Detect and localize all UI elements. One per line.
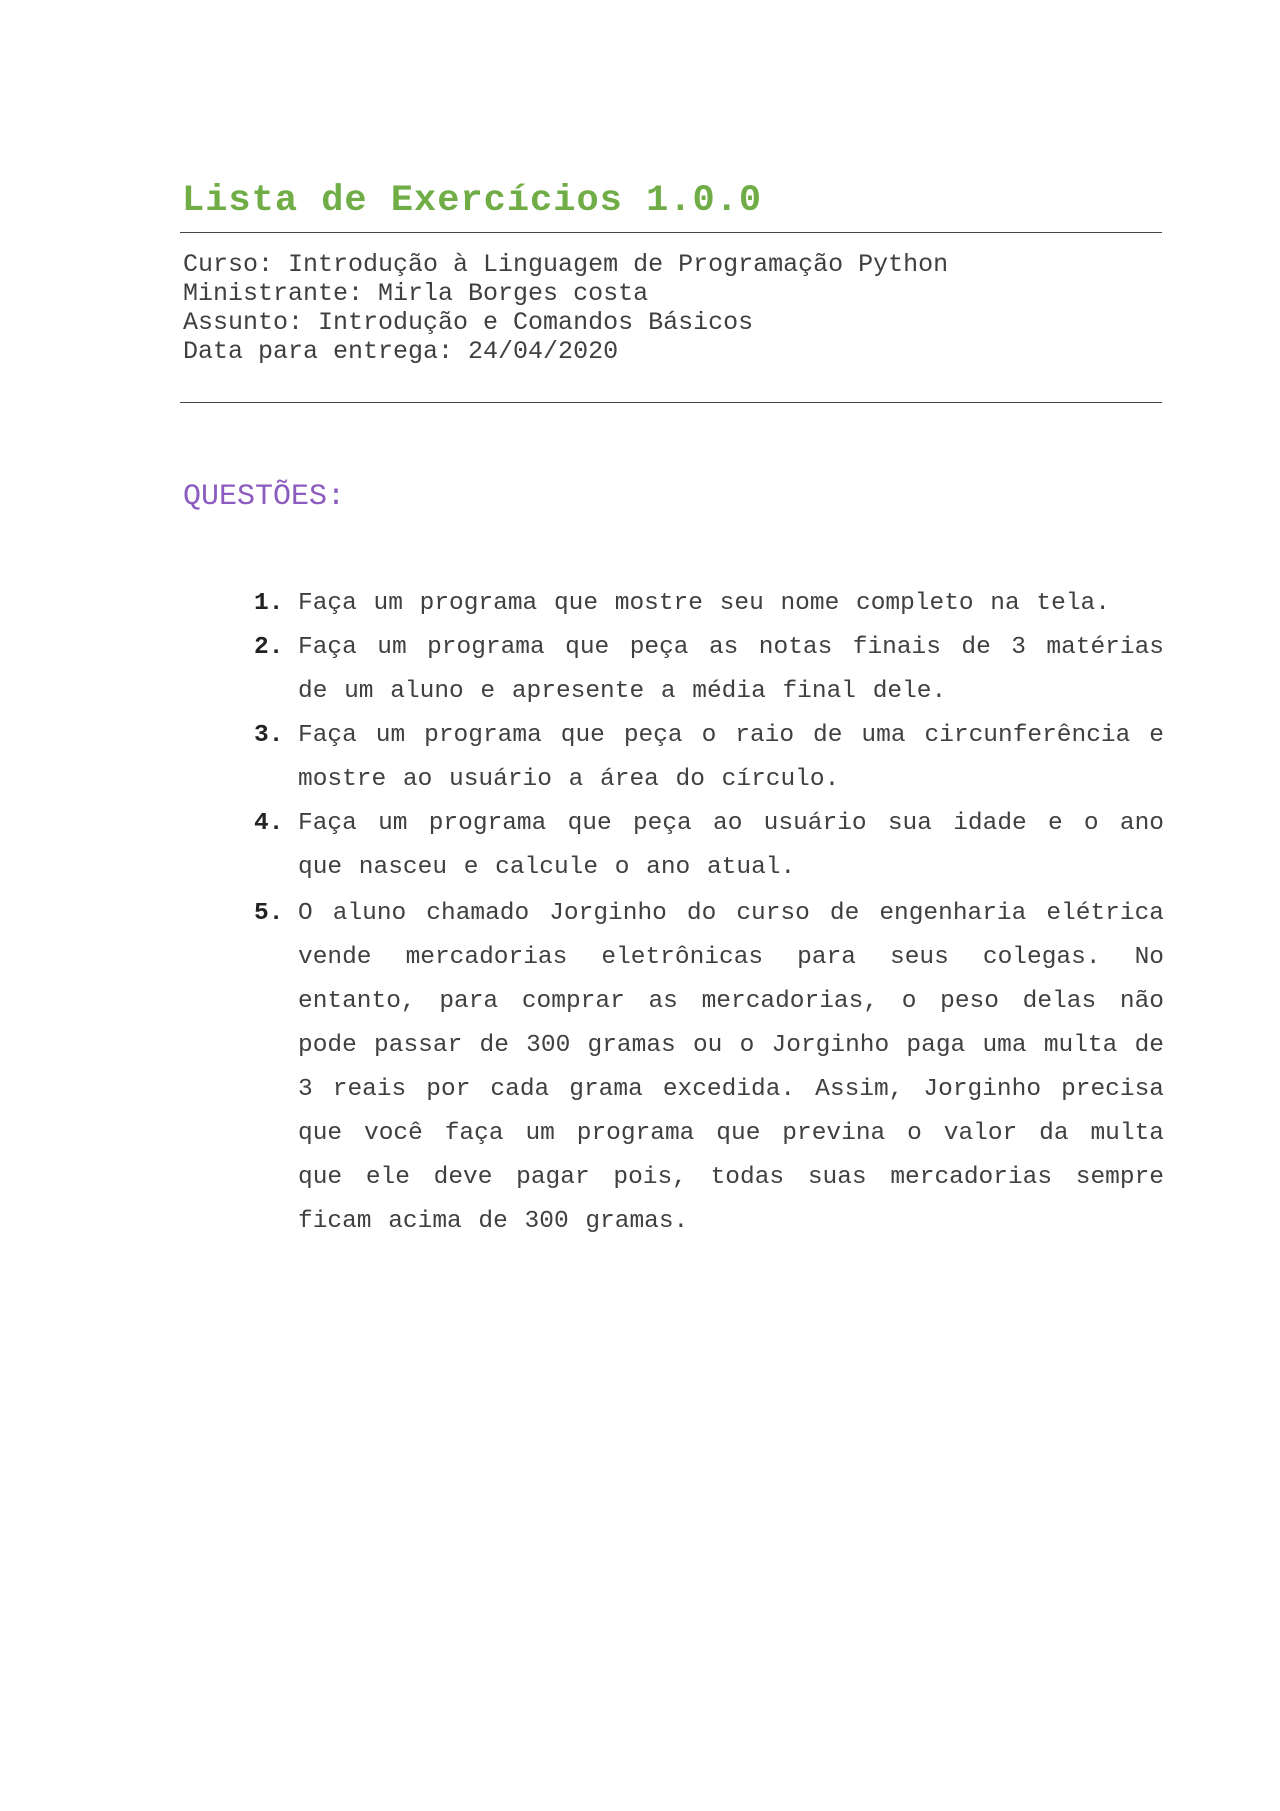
question-text: Faça um programa que mostre seu nome completo na tela.: [298, 590, 1110, 617]
question-text: Faça um programa que peça ao usuário sua idade e o ano que nasceu e calcule o ano atual.: [298, 810, 1164, 881]
question-text: Faça um programa que peça o raio de uma circunferência e mostre ao usuário a área do círculo.: [298, 722, 1164, 793]
question-item: [254, 802, 1164, 890]
questions-heading: QUESTÕES:: [183, 480, 346, 514]
questions-list: [254, 582, 1164, 1244]
question-number: 2.: [254, 634, 284, 661]
question-item: [254, 714, 1164, 802]
course-info: [183, 250, 948, 366]
question-number: 4.: [254, 810, 284, 837]
document-title: Lista de Exercícios 1.0.0: [182, 180, 763, 222]
course-line: Curso: Introdução à Linguagem de Programação Python: [183, 250, 949, 279]
due-date-line: Data para entrega: 24/04/2020: [183, 337, 619, 366]
question-number: 1.: [254, 590, 284, 617]
title-divider: [180, 232, 1162, 233]
question-item: [254, 626, 1164, 714]
question-text: Faça um programa que peça as notas finais de 3 matérias de um aluno e apresente a média final dele.: [298, 634, 1164, 705]
instructor-line: Ministrante: Mirla Borges costa: [183, 279, 649, 308]
question-number: 5.: [254, 900, 284, 927]
question-number: 3.: [254, 722, 284, 749]
info-divider: [180, 402, 1162, 403]
question-item: [254, 892, 1164, 1244]
subject-line: Assunto: Introdução e Comandos Básicos: [183, 308, 754, 337]
question-text: O aluno chamado Jorginho do curso de engenharia elétrica vende mercadorias eletrônicas para seus colegas. No entanto, para comprar as mercadorias, o peso delas não pode passar de 300 gramas ou o Jorginho paga uma multa de 3 reais por cada grama excedida. Assim, Jorginho precisa que você faça um programa que previna o valor da multa que ele deve pagar pois, todas suas mercadorias sempre ficam acima de 300 gramas.: [298, 900, 1164, 1235]
question-item: [254, 582, 1164, 626]
